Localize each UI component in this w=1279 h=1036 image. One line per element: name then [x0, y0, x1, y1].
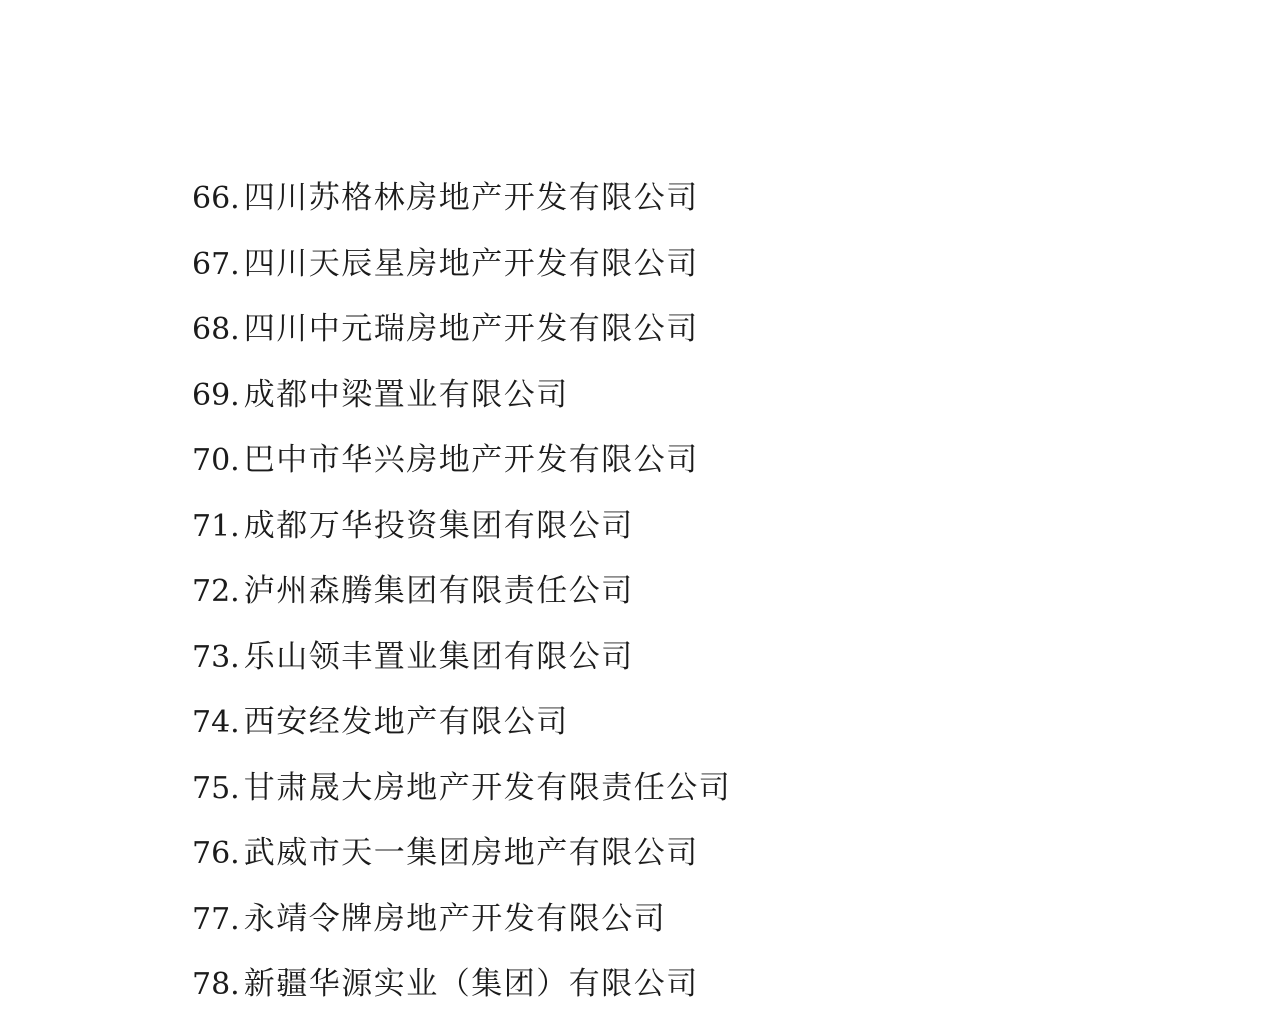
list-item [192, 428, 1092, 494]
list-item-number: 71. [192, 508, 240, 544]
list-item-number: 78. [192, 967, 240, 1002]
list-item-name: 西安经发地产有限公司 [243, 704, 569, 740]
list-item-number: 66. [192, 181, 240, 216]
list-item [192, 166, 1092, 232]
list-item [192, 625, 1092, 691]
list-item-number: 69. [192, 377, 240, 413]
list-item-name: 武威市天一集团房地产有限公司 [243, 835, 699, 871]
list-item-number: 76. [192, 836, 240, 871]
list-item-number: 73. [192, 639, 240, 675]
list-item-number: 77. [192, 901, 240, 937]
list-item-name: 永靖令牌房地产开发有限公司 [243, 900, 667, 937]
list-item-name: 新疆华源实业（集团）有限公司 [243, 966, 699, 1002]
list-item [192, 756, 1092, 822]
list-item-name: 成都中梁置业有限公司 [243, 376, 569, 413]
list-item-name: 巴中市华兴房地产开发有限公司 [243, 442, 699, 478]
list-item-name: 乐山领丰置业集团有限公司 [243, 638, 634, 675]
list-item [192, 690, 1092, 756]
list-item [192, 297, 1092, 363]
list-item [192, 887, 1092, 953]
list-item [192, 952, 1092, 1018]
list-item-number: 75. [192, 770, 240, 806]
list-item-name: 四川苏格林房地产开发有限公司 [243, 180, 699, 216]
list-item-name: 四川中元瑞房地产开发有限公司 [243, 311, 699, 347]
list-item-name: 四川天辰星房地产开发有限公司 [243, 245, 699, 282]
list-item-number: 72. [192, 574, 240, 609]
list-item-number: 70. [192, 443, 240, 478]
list-item-number: 74. [192, 705, 240, 740]
list-item [192, 232, 1092, 298]
list-item-name: 泸州森腾集团有限责任公司 [243, 573, 634, 609]
list-item-number: 68. [192, 312, 240, 347]
list-item [192, 494, 1092, 560]
list-item [192, 821, 1092, 887]
list-item-number: 67. [192, 246, 240, 282]
list-item [192, 363, 1092, 429]
list-item [192, 559, 1092, 625]
company-list [192, 166, 1092, 1018]
list-item-name: 成都万华投资集团有限公司 [243, 507, 634, 544]
list-item-name: 甘肃晟大房地产开发有限责任公司 [243, 769, 732, 806]
